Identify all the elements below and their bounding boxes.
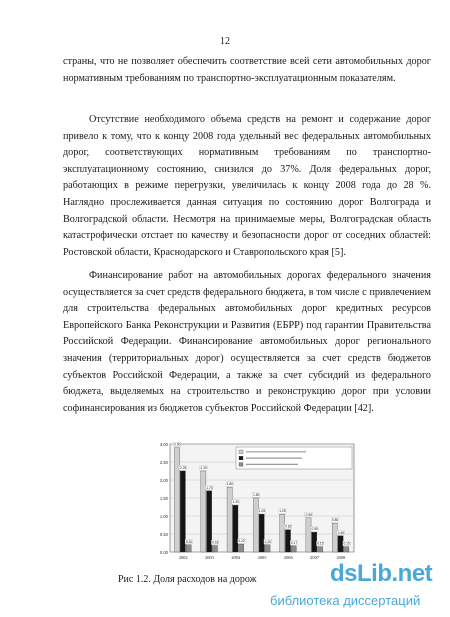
bar: [332, 523, 337, 552]
chart-canvas: [150, 440, 360, 568]
x-tick-label: 2005: [257, 555, 267, 560]
x-tick-label: 2006: [283, 555, 293, 560]
bar: [338, 536, 343, 552]
y-tick-label: 0.50: [159, 532, 168, 537]
bar: [265, 545, 270, 552]
y-tick-label: 1.00: [159, 514, 168, 519]
watermark: [270, 560, 445, 610]
legend-swatch: [239, 456, 243, 460]
data-label: 0.95: [305, 512, 312, 517]
watermark-logo: dsLib.net: [330, 560, 433, 587]
bar: [180, 471, 185, 552]
bar: [291, 546, 296, 552]
data-label: 2.90: [174, 442, 181, 447]
bar: [212, 546, 217, 552]
y-tick-label: 2.00: [159, 478, 168, 483]
bar: [227, 487, 232, 552]
data-label: 2.25: [180, 466, 187, 470]
paragraph-text: страны, что не позволяет обеспечить соответствие всей сети автомобильных дорог нормативным требованиям по транспортно-эксплуатационным показателям.: [63, 56, 431, 84]
x-tick-label: 2004: [231, 555, 241, 560]
paragraph-continuation: [63, 54, 431, 87]
y-tick-label: 1.50: [159, 496, 168, 501]
road-expenses-chart: [150, 440, 360, 568]
paragraph-text: Отсутствие необходимого объема средств на ремонт и содержание дорог привело к тому, что к концу 2008 года удельный вес федеральных автомобильных дорог, соответствующих нормативным требованиям по транспортно-эксплуатационному состоянию, снизился до 37%. Доля федеральных дорог, работающих в режиме перегрузки, увеличилась к концу 2008 года до 28 %. Наглядно прослеживается данная ситуация по состоянию дорог Волгограда и Волгоградской области. Несмотря на принимаемые меры, Волгоградская область катастрофически отстает по качеству и безопасности дорог от соседних областей: Ростовской области, Краснодарского и Ставропольского края [5].: [63, 114, 431, 258]
bar: [207, 491, 212, 552]
data-label: 0.18: [212, 540, 219, 545]
bar: [174, 448, 179, 552]
paragraph-text: Финансирование работ на автомобильных дорогах федерального значения осуществляется за счет средств федерального бюджета, в том числе с привлечением для строительства федеральных автомобильных дорог кредитных ресурсов Европейского Банка Реконструкции и Развития (ЕБРР) под гарантии Правительства Российской Федерации. Финансирование автомобильных дорог регионального значения (территориальных дорог) осуществляется за счет средств бюджетов субъектов Российской Федерации, а также за счет субсидий из федерального бюджета, выделяемых на строительство и реконструкцию дорог при условии софинансирования из бюджетов субъектов Российской Федерации [42].: [63, 270, 431, 414]
bar: [317, 547, 322, 552]
data-label: 0.45: [337, 530, 344, 535]
bar: [239, 544, 244, 552]
x-tick-label: 2002: [178, 555, 188, 560]
data-label: 1.50: [253, 493, 260, 497]
data-label: 1.70: [206, 485, 213, 490]
data-label: 2.25: [200, 466, 207, 470]
data-label: 0.15: [343, 541, 350, 546]
data-label: 1.05: [279, 509, 286, 514]
paragraph-financing: [63, 268, 431, 417]
watermark-tagline: библиотека диссертаций: [270, 593, 421, 608]
data-label: 0.20: [185, 539, 193, 544]
data-label: 0.55: [311, 527, 318, 532]
data-label: 0.20: [264, 539, 271, 544]
legend-swatch: [239, 463, 243, 467]
paragraph-road-condition: [63, 112, 431, 261]
bar: [253, 498, 258, 552]
bar: [285, 530, 290, 552]
bar: [233, 505, 238, 552]
bar: [201, 471, 206, 552]
data-label: 0.80: [331, 518, 339, 523]
data-label: 1.05: [258, 509, 266, 514]
x-tick-label: 2007: [310, 555, 319, 560]
bar: [280, 514, 285, 552]
bar: [259, 514, 264, 552]
y-tick-label: 0.00: [159, 550, 168, 555]
x-tick-label: 2003: [205, 555, 214, 560]
y-tick-label: 3.00: [159, 442, 168, 447]
bar: [186, 545, 191, 552]
data-label: 1.30: [232, 500, 239, 505]
bar: [312, 532, 317, 552]
legend-swatch: [239, 450, 243, 454]
data-label: 0.22: [238, 539, 245, 544]
page-number: 12: [220, 36, 230, 47]
figure-caption: Рис 1.2. Доля расходов на дорож: [118, 574, 257, 585]
x-tick-label: 2008: [336, 555, 346, 560]
data-label: 1.80: [226, 482, 234, 487]
data-label: 0.17: [290, 540, 298, 545]
bar: [306, 518, 311, 552]
y-tick-label: 2.50: [159, 460, 168, 465]
bar: [344, 547, 349, 552]
data-label: 0.15: [317, 541, 324, 546]
data-label: 0.62: [285, 524, 292, 529]
